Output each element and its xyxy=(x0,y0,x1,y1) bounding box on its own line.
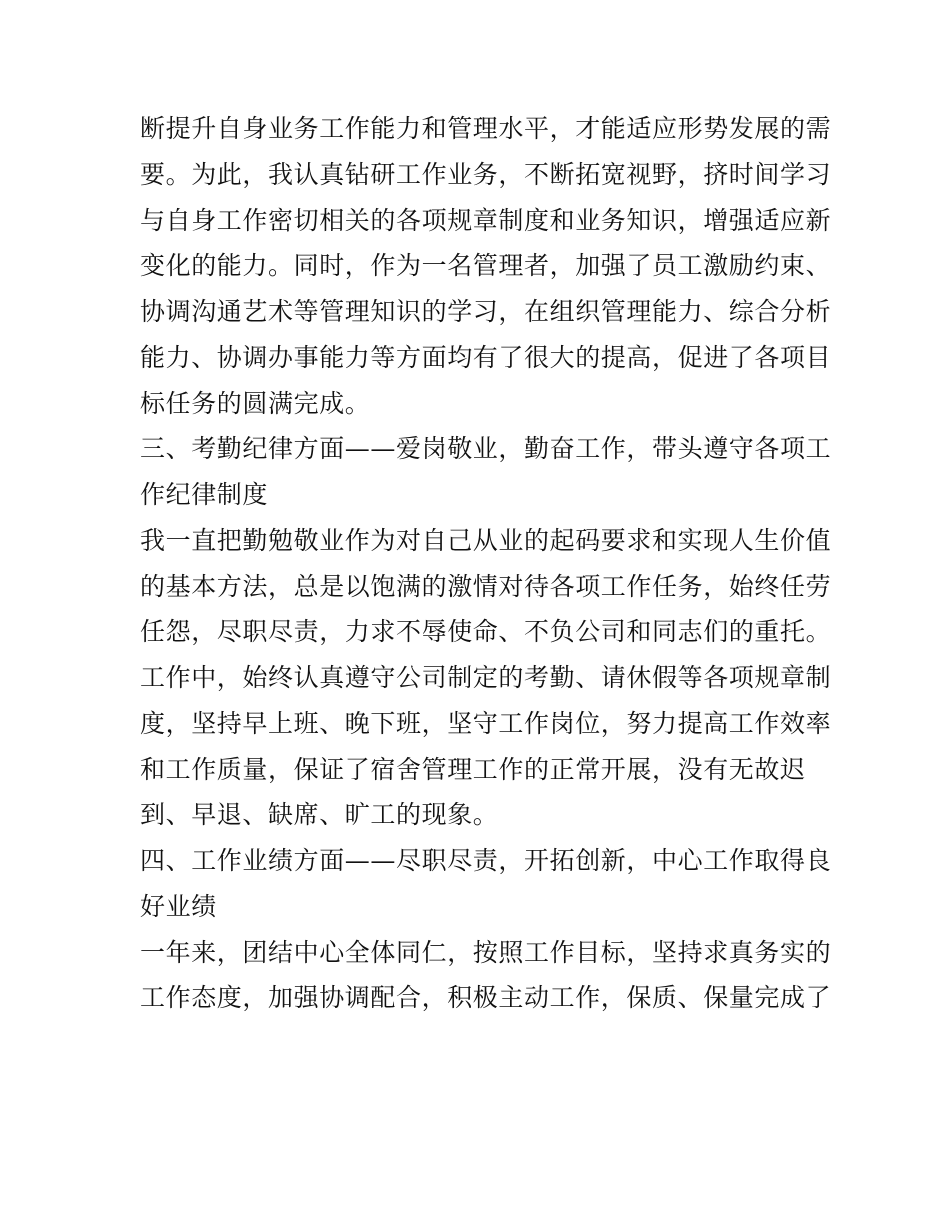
section-heading-4-cont: 好业绩 xyxy=(140,891,217,921)
text-line: 断提升自身业务工作能力和管理水平，才能适应形势发展的需 xyxy=(140,114,832,143)
section-heading-4: 四、工作业绩方面——尽职尽责，开拓创新，中心工作取得良 xyxy=(140,846,832,875)
text-line: 工作中，始终认真遵守公司制定的考勤、请休假等各项规章制 xyxy=(140,663,832,692)
section-heading-3: 三、考勤纪律方面——爱岗敬业，勤奋工作，带头遵守各项工 xyxy=(140,434,832,464)
text-line: 变化的能力。同时，作为一名管理者，加强了员工激励约束、 xyxy=(140,251,832,281)
text-line: 的基本方法，总是以饱满的激情对待各项工作任务，始终任劳 xyxy=(140,571,832,601)
text-line: 工作态度，加强协调配合，积极主动工作，保质、保量完成了 xyxy=(140,983,832,1013)
text-line: 协调沟通艺术等管理知识的学习，在组织管理能力、综合分析 xyxy=(140,297,832,326)
document-body xyxy=(140,106,832,1021)
text-line: 度，坚持早上班、晚下班，坚守工作岗位，努力提高工作效率 xyxy=(140,708,832,738)
text-line: 要。为此，我认真钻研工作业务，不断拓宽视野，挤时间学习 xyxy=(140,159,832,189)
text-line: 标任务的圆满完成。 xyxy=(140,388,371,418)
text-line: 任怨，尽职尽责，力求不辱使命、不负公司和同志们的重托。 xyxy=(140,617,832,647)
text-line: 能力、协调办事能力等方面均有了很大的提高，促进了各项目 xyxy=(140,342,832,372)
section-heading-3-cont: 作纪律制度 xyxy=(140,480,269,509)
text-line: 我一直把勤勉敬业作为对自己从业的起码要求和实现人生价值 xyxy=(140,525,832,555)
text-line: 一年来，团结中心全体同仁，按照工作目标，坚持求真务实的 xyxy=(140,937,832,967)
text-line: 与自身工作密切相关的各项规章制度和业务知识，增强适应新 xyxy=(140,205,832,235)
text-line: 和工作质量，保证了宿舍管理工作的正常开展，没有无故迟 xyxy=(140,754,806,784)
text-line: 到、早退、缺席、旷工的现象。 xyxy=(140,800,499,830)
